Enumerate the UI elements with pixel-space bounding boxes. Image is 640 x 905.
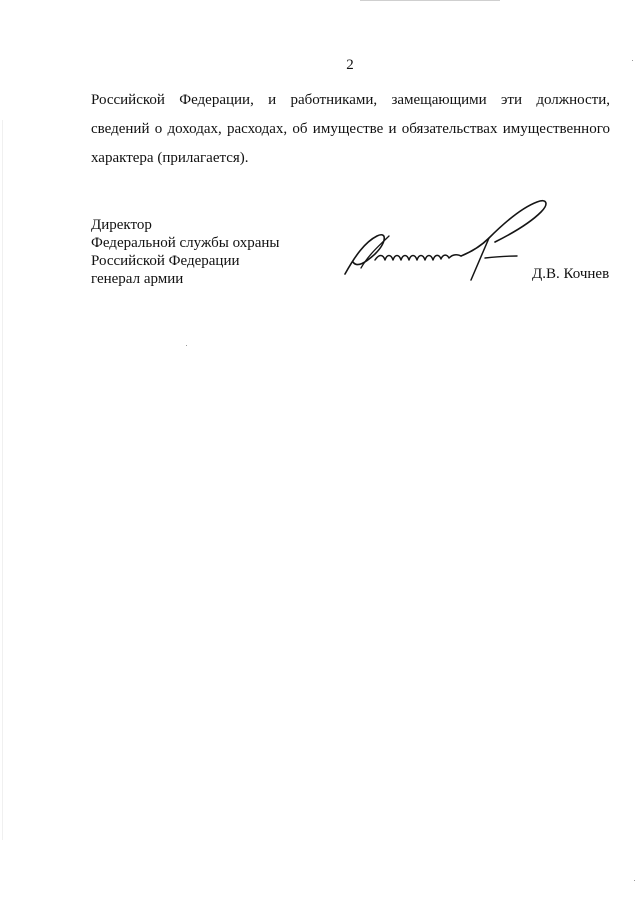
handwritten-signature-icon bbox=[335, 196, 560, 282]
signer-title-line: Российской Федерации bbox=[91, 253, 240, 269]
scan-edge bbox=[360, 0, 500, 1]
scan-edge bbox=[2, 120, 3, 840]
body-line: Российской Федерации, и работниками, замещающими эти должности, bbox=[91, 92, 610, 108]
body-paragraph bbox=[91, 86, 610, 173]
body-line: характера (прилагается). bbox=[91, 150, 249, 166]
body-line: сведений о доходах, расходах, об имуществе и обязательствах имущественного bbox=[91, 121, 610, 137]
scan-speck bbox=[634, 880, 635, 881]
signer-title-line: генерал армии bbox=[91, 271, 184, 287]
signer-title-block bbox=[91, 216, 279, 288]
page-number: 2 bbox=[346, 57, 354, 73]
signer-name: Д.В. Кочнев bbox=[532, 266, 610, 282]
signer-title-line: Директор bbox=[91, 217, 152, 233]
scan-speck bbox=[632, 60, 633, 61]
signer-title-line: Федеральной службы охраны bbox=[91, 235, 280, 251]
scan-speck bbox=[186, 345, 187, 346]
